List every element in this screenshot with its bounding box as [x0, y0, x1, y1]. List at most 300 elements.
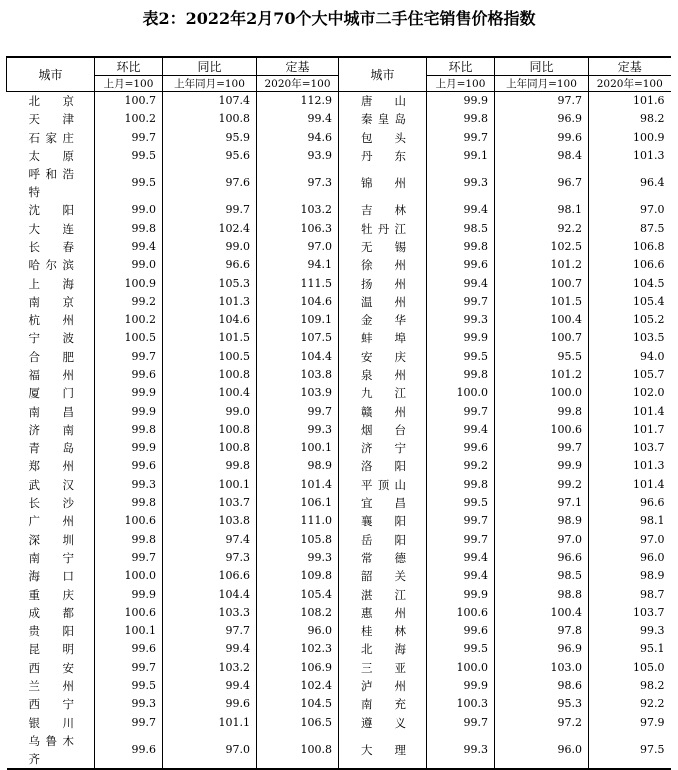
header-base-sub-right: 2020年=100 [589, 76, 671, 92]
left-base-value: 106.5 [257, 714, 339, 732]
table-row [7, 147, 671, 165]
left-yoy-value: 101.1 [163, 714, 257, 732]
left-mom-value: 99.4 [95, 238, 163, 256]
right-city-name: 岳 阳 [339, 531, 427, 549]
table-row [7, 329, 671, 347]
right-yoy-value: 102.5 [495, 238, 589, 256]
left-city-name: 昆 明 [28, 642, 74, 657]
right-yoy-value: 96.6 [495, 549, 589, 567]
left-city-name: 海 口 [28, 569, 74, 584]
left-base-value: 109.8 [257, 567, 339, 585]
right-base-value: 102.0 [589, 384, 671, 402]
right-city-name: 包 头 [339, 129, 427, 147]
right-mom-value: 100.6 [427, 604, 495, 622]
right-base-value: 94.0 [589, 348, 671, 366]
right-yoy-value: 98.8 [495, 585, 589, 603]
left-mom-value: 99.7 [95, 348, 163, 366]
right-yoy-value: 97.7 [495, 92, 589, 111]
table-row [7, 293, 671, 311]
right-mom-value: 99.6 [427, 622, 495, 640]
left-base-value: 106.1 [257, 494, 339, 512]
right-yoy-value: 97.8 [495, 622, 589, 640]
right-mom-value: 99.5 [427, 640, 495, 658]
header-mom-left: 环比 [95, 57, 163, 76]
right-city-name: 宜 昌 [339, 494, 427, 512]
left-city-name: 南 昌 [28, 404, 74, 419]
right-mom-value: 99.4 [427, 549, 495, 567]
table-row [7, 201, 671, 219]
left-base-value: 103.9 [257, 384, 339, 402]
left-base-value: 96.0 [257, 622, 339, 640]
left-mom-value: 99.8 [95, 494, 163, 512]
header-city-left: 城市 [7, 57, 95, 92]
right-yoy-value: 103.0 [495, 659, 589, 677]
left-mom-value: 99.7 [95, 549, 163, 567]
right-mom-value: 100.0 [427, 659, 495, 677]
table-row [7, 348, 671, 366]
left-yoy-value: 103.3 [163, 604, 257, 622]
left-base-value: 111.5 [257, 274, 339, 292]
table-row [7, 256, 671, 274]
right-base-value: 100.9 [589, 129, 671, 147]
table-row [7, 366, 671, 384]
right-base-value: 101.3 [589, 147, 671, 165]
left-mom-value: 99.6 [95, 640, 163, 658]
left-base-value: 111.0 [257, 512, 339, 530]
right-base-value: 103.5 [589, 329, 671, 347]
left-base-value: 105.8 [257, 531, 339, 549]
left-base-value: 99.4 [257, 110, 339, 128]
header-mom-right: 环比 [427, 57, 495, 76]
left-city-name: 重 庆 [28, 587, 74, 602]
right-city-name: 金 华 [339, 311, 427, 329]
left-mom-value: 99.6 [95, 366, 163, 384]
left-city-name: 郑 州 [28, 459, 74, 474]
left-yoy-value: 99.4 [163, 640, 257, 658]
right-city-name: 泸 州 [339, 677, 427, 695]
header-yoy-sub-left: 上年同月=100 [163, 76, 257, 92]
left-base-value: 94.1 [257, 256, 339, 274]
header-yoy-sub-right: 上年同月=100 [495, 76, 589, 92]
right-base-value: 103.7 [589, 604, 671, 622]
right-city-name: 济 宁 [339, 439, 427, 457]
left-base-value: 93.9 [257, 147, 339, 165]
right-city-name: 三 亚 [339, 659, 427, 677]
right-mom-value: 99.6 [427, 439, 495, 457]
right-yoy-value: 99.7 [495, 439, 589, 457]
right-yoy-value: 101.5 [495, 293, 589, 311]
left-base-value: 99.3 [257, 421, 339, 439]
right-yoy-value: 100.4 [495, 604, 589, 622]
right-yoy-value: 96.0 [495, 732, 589, 769]
left-base-value: 103.2 [257, 201, 339, 219]
right-city-name: 烟 台 [339, 421, 427, 439]
table-row [7, 659, 671, 677]
right-mom-value: 99.4 [427, 567, 495, 585]
right-mom-value: 99.8 [427, 366, 495, 384]
left-mom-value: 99.9 [95, 402, 163, 420]
left-yoy-value: 100.4 [163, 384, 257, 402]
left-city-name: 厦 门 [28, 386, 74, 401]
table-row [7, 219, 671, 237]
left-city-name: 呼和浩特 [28, 167, 74, 200]
left-mom-value: 99.5 [95, 147, 163, 165]
right-yoy-value: 101.2 [495, 256, 589, 274]
left-base-value: 107.5 [257, 329, 339, 347]
left-city-name: 福 州 [28, 368, 74, 382]
right-mom-value: 99.8 [427, 110, 495, 128]
left-city-name: 成 都 [28, 605, 74, 620]
left-city-name: 兰 州 [28, 679, 74, 694]
right-city-name: 吉 林 [339, 201, 427, 219]
right-base-value: 97.9 [589, 714, 671, 732]
left-city-name: 西 宁 [28, 697, 74, 712]
table-row [7, 421, 671, 439]
right-city-name: 桂 林 [339, 622, 427, 640]
right-yoy-value: 96.7 [495, 165, 589, 201]
right-mom-value: 99.1 [427, 147, 495, 165]
left-city-name: 南 京 [28, 294, 74, 309]
left-yoy-value: 103.7 [163, 494, 257, 512]
left-yoy-value: 96.6 [163, 256, 257, 274]
right-yoy-value: 100.7 [495, 274, 589, 292]
left-mom-value: 99.7 [95, 659, 163, 677]
right-mom-value: 99.9 [427, 677, 495, 695]
right-city-name: 锦 州 [339, 165, 427, 201]
right-base-value: 105.4 [589, 293, 671, 311]
right-base-value: 98.9 [589, 567, 671, 585]
right-mom-value: 99.3 [427, 732, 495, 769]
right-base-value: 98.2 [589, 110, 671, 128]
right-base-value: 101.4 [589, 402, 671, 420]
left-base-value: 105.4 [257, 585, 339, 603]
left-base-value: 98.9 [257, 457, 339, 475]
table-row [7, 695, 671, 713]
left-city-name: 青 岛 [28, 441, 74, 456]
left-yoy-value: 97.3 [163, 549, 257, 567]
table-row [7, 457, 671, 475]
right-base-value: 96.6 [589, 494, 671, 512]
left-base-value: 97.0 [257, 238, 339, 256]
table-row [7, 585, 671, 603]
left-yoy-value: 103.2 [163, 659, 257, 677]
right-mom-value: 99.3 [427, 311, 495, 329]
right-city-name: 大 理 [339, 732, 427, 769]
right-city-name: 湛 江 [339, 585, 427, 603]
right-base-value: 97.0 [589, 531, 671, 549]
right-yoy-value: 101.2 [495, 366, 589, 384]
right-yoy-value: 100.6 [495, 421, 589, 439]
left-yoy-value: 99.7 [163, 201, 257, 219]
table-row [7, 439, 671, 457]
left-yoy-value: 95.6 [163, 147, 257, 165]
right-mom-value: 100.0 [427, 384, 495, 402]
left-yoy-value: 100.8 [163, 439, 257, 457]
table-row [7, 402, 671, 420]
right-yoy-value: 96.9 [495, 640, 589, 658]
table-row [7, 677, 671, 695]
header-mom-sub-right: 上月=100 [427, 76, 495, 92]
right-base-value: 98.7 [589, 585, 671, 603]
left-base-value: 108.2 [257, 604, 339, 622]
right-base-value: 87.5 [589, 219, 671, 237]
left-base-value: 94.6 [257, 129, 339, 147]
table-body [7, 92, 671, 769]
header-yoy-right: 同比 [495, 57, 589, 76]
left-city-name: 大 连 [28, 221, 74, 236]
right-mom-value: 99.2 [427, 457, 495, 475]
header-base-right: 定基 [589, 57, 671, 76]
right-base-value: 106.6 [589, 256, 671, 274]
right-yoy-value: 98.5 [495, 567, 589, 585]
left-base-value: 102.3 [257, 640, 339, 658]
right-city-name: 扬 州 [339, 274, 427, 292]
table-row [7, 567, 671, 585]
right-city-name: 蚌 埠 [339, 329, 427, 347]
right-city-name: 遵 义 [339, 714, 427, 732]
left-yoy-value: 104.4 [163, 585, 257, 603]
right-base-value: 101.3 [589, 457, 671, 475]
right-base-value: 105.7 [589, 366, 671, 384]
left-base-value: 102.4 [257, 677, 339, 695]
left-yoy-value: 100.8 [163, 366, 257, 384]
right-yoy-value: 99.9 [495, 457, 589, 475]
right-mom-value: 99.6 [427, 256, 495, 274]
right-mom-value: 99.4 [427, 201, 495, 219]
right-city-name: 秦皇岛 [339, 110, 427, 128]
left-city-name: 武 汉 [28, 477, 74, 492]
table-title: 表2：2022年2月70个大中城市二手住宅销售价格指数 [142, 9, 536, 28]
left-mom-value: 99.8 [95, 421, 163, 439]
right-base-value: 98.2 [589, 677, 671, 695]
right-base-value: 101.6 [589, 92, 671, 111]
right-base-value: 96.0 [589, 549, 671, 567]
right-mom-value: 99.9 [427, 92, 495, 111]
left-city-name: 哈尔滨 [28, 258, 74, 273]
left-yoy-value: 106.6 [163, 567, 257, 585]
left-mom-value: 100.0 [95, 567, 163, 585]
table-row [7, 311, 671, 329]
right-base-value: 103.7 [589, 439, 671, 457]
right-city-name: 温 州 [339, 293, 427, 311]
left-mom-value: 99.2 [95, 293, 163, 311]
left-city-name: 沈 阳 [28, 203, 74, 218]
left-yoy-value: 100.8 [163, 421, 257, 439]
header-base-sub-left: 2020年=100 [257, 76, 339, 92]
price-index-table [6, 56, 671, 770]
right-city-name: 南 充 [339, 695, 427, 713]
table-row [7, 476, 671, 494]
table-row [7, 732, 671, 769]
left-base-value: 100.1 [257, 439, 339, 457]
left-city-name: 西 安 [28, 660, 74, 675]
left-mom-value: 100.1 [95, 622, 163, 640]
left-yoy-value: 97.6 [163, 165, 257, 201]
right-yoy-value: 98.9 [495, 512, 589, 530]
left-base-value: 100.8 [257, 732, 339, 769]
right-city-name: 洛 阳 [339, 457, 427, 475]
left-base-value: 104.4 [257, 348, 339, 366]
right-yoy-value: 98.1 [495, 201, 589, 219]
left-yoy-value: 97.4 [163, 531, 257, 549]
left-city-name: 长 春 [28, 239, 74, 254]
left-mom-value: 99.5 [95, 165, 163, 201]
left-base-value: 99.3 [257, 549, 339, 567]
left-mom-value: 99.9 [95, 585, 163, 603]
left-city-name: 宁 波 [28, 331, 74, 346]
right-mom-value: 99.4 [427, 274, 495, 292]
table-row [7, 238, 671, 256]
right-city-name: 北 海 [339, 640, 427, 658]
table-row [7, 622, 671, 640]
right-mom-value: 98.5 [427, 219, 495, 237]
left-city-name: 广 州 [28, 514, 74, 529]
right-mom-value: 99.4 [427, 421, 495, 439]
table-row [7, 129, 671, 147]
right-yoy-value: 97.2 [495, 714, 589, 732]
left-city-name: 长 沙 [28, 496, 74, 511]
table-row [7, 640, 671, 658]
right-yoy-value: 92.2 [495, 219, 589, 237]
left-yoy-value: 103.8 [163, 512, 257, 530]
right-mom-value: 99.7 [427, 402, 495, 420]
right-mom-value: 99.5 [427, 494, 495, 512]
right-city-name: 安 庆 [339, 348, 427, 366]
right-base-value: 101.4 [589, 476, 671, 494]
left-city-name: 石家庄 [28, 130, 74, 145]
left-base-value: 104.6 [257, 293, 339, 311]
right-city-name: 九 江 [339, 384, 427, 402]
left-yoy-value: 101.5 [163, 329, 257, 347]
left-city-name: 济 南 [28, 422, 74, 437]
table-row [7, 384, 671, 402]
left-mom-value: 99.6 [95, 457, 163, 475]
left-yoy-value: 107.4 [163, 92, 257, 111]
right-city-name: 无 锡 [339, 238, 427, 256]
left-yoy-value: 104.6 [163, 311, 257, 329]
left-mom-value: 99.3 [95, 476, 163, 494]
right-yoy-value: 99.8 [495, 402, 589, 420]
left-yoy-value: 99.6 [163, 695, 257, 713]
right-yoy-value: 96.9 [495, 110, 589, 128]
left-base-value: 104.5 [257, 695, 339, 713]
right-mom-value: 99.5 [427, 348, 495, 366]
right-yoy-value: 98.6 [495, 677, 589, 695]
left-city-name: 深 圳 [28, 532, 74, 547]
right-yoy-value: 100.0 [495, 384, 589, 402]
left-base-value: 103.8 [257, 366, 339, 384]
left-city-name: 银 川 [28, 715, 74, 730]
right-city-name: 唐 山 [339, 92, 427, 111]
header-mom-sub-left: 上月=100 [95, 76, 163, 92]
table-row [7, 110, 671, 128]
left-mom-value: 99.8 [95, 219, 163, 237]
left-mom-value: 100.6 [95, 512, 163, 530]
left-yoy-value: 105.3 [163, 274, 257, 292]
left-yoy-value: 99.0 [163, 238, 257, 256]
right-base-value: 95.1 [589, 640, 671, 658]
left-mom-value: 99.8 [95, 531, 163, 549]
left-mom-value: 100.9 [95, 274, 163, 292]
right-yoy-value: 99.2 [495, 476, 589, 494]
right-mom-value: 99.7 [427, 714, 495, 732]
table-row [7, 549, 671, 567]
right-base-value: 97.5 [589, 732, 671, 769]
right-city-name: 赣 州 [339, 402, 427, 420]
right-mom-value: 99.9 [427, 329, 495, 347]
right-base-value: 104.5 [589, 274, 671, 292]
left-yoy-value: 97.7 [163, 622, 257, 640]
right-mom-value: 100.3 [427, 695, 495, 713]
right-yoy-value: 98.4 [495, 147, 589, 165]
left-mom-value: 99.6 [95, 732, 163, 769]
left-base-value: 106.9 [257, 659, 339, 677]
left-mom-value: 99.9 [95, 439, 163, 457]
right-base-value: 99.3 [589, 622, 671, 640]
left-yoy-value: 102.4 [163, 219, 257, 237]
left-city-name: 上 海 [28, 276, 74, 291]
right-city-name: 韶 关 [339, 567, 427, 585]
left-mom-value: 99.7 [95, 129, 163, 147]
right-yoy-value: 100.7 [495, 329, 589, 347]
right-base-value: 101.7 [589, 421, 671, 439]
left-mom-value: 100.2 [95, 110, 163, 128]
right-city-name: 泉 州 [339, 366, 427, 384]
left-city-name: 北 京 [28, 94, 74, 109]
header-yoy-left: 同比 [163, 57, 257, 76]
left-base-value: 112.9 [257, 92, 339, 111]
right-base-value: 97.0 [589, 201, 671, 219]
right-base-value: 92.2 [589, 695, 671, 713]
left-base-value: 106.3 [257, 219, 339, 237]
left-mom-value: 100.5 [95, 329, 163, 347]
left-mom-value: 99.9 [95, 384, 163, 402]
right-base-value: 106.8 [589, 238, 671, 256]
left-city-name: 太 原 [28, 149, 74, 164]
right-mom-value: 99.7 [427, 531, 495, 549]
right-mom-value: 99.3 [427, 165, 495, 201]
right-yoy-value: 100.4 [495, 311, 589, 329]
left-yoy-value: 99.4 [163, 677, 257, 695]
right-city-name: 徐 州 [339, 256, 427, 274]
left-mom-value: 99.7 [95, 714, 163, 732]
left-yoy-value: 101.3 [163, 293, 257, 311]
left-base-value: 97.3 [257, 165, 339, 201]
right-city-name: 丹 东 [339, 147, 427, 165]
right-yoy-value: 95.3 [495, 695, 589, 713]
left-mom-value: 99.0 [95, 256, 163, 274]
left-city-name: 乌鲁木齐 [7, 732, 95, 769]
left-yoy-value: 100.5 [163, 348, 257, 366]
table-row [7, 165, 671, 201]
header-city-right: 城市 [339, 57, 427, 92]
left-city-name: 合 肥 [28, 349, 74, 364]
left-city-name: 杭 州 [28, 313, 74, 328]
table-row [7, 531, 671, 549]
right-yoy-value: 95.5 [495, 348, 589, 366]
right-base-value: 105.2 [589, 311, 671, 329]
left-base-value: 101.4 [257, 476, 339, 494]
left-city-name: 南 宁 [28, 550, 74, 565]
left-yoy-value: 95.9 [163, 129, 257, 147]
left-yoy-value: 100.1 [163, 476, 257, 494]
right-city-name: 平顶山 [339, 476, 427, 494]
left-mom-value: 99.3 [95, 695, 163, 713]
right-city-name: 牡丹江 [339, 219, 427, 237]
left-yoy-value: 99.0 [163, 402, 257, 420]
right-base-value: 96.4 [589, 165, 671, 201]
table-row [7, 512, 671, 530]
